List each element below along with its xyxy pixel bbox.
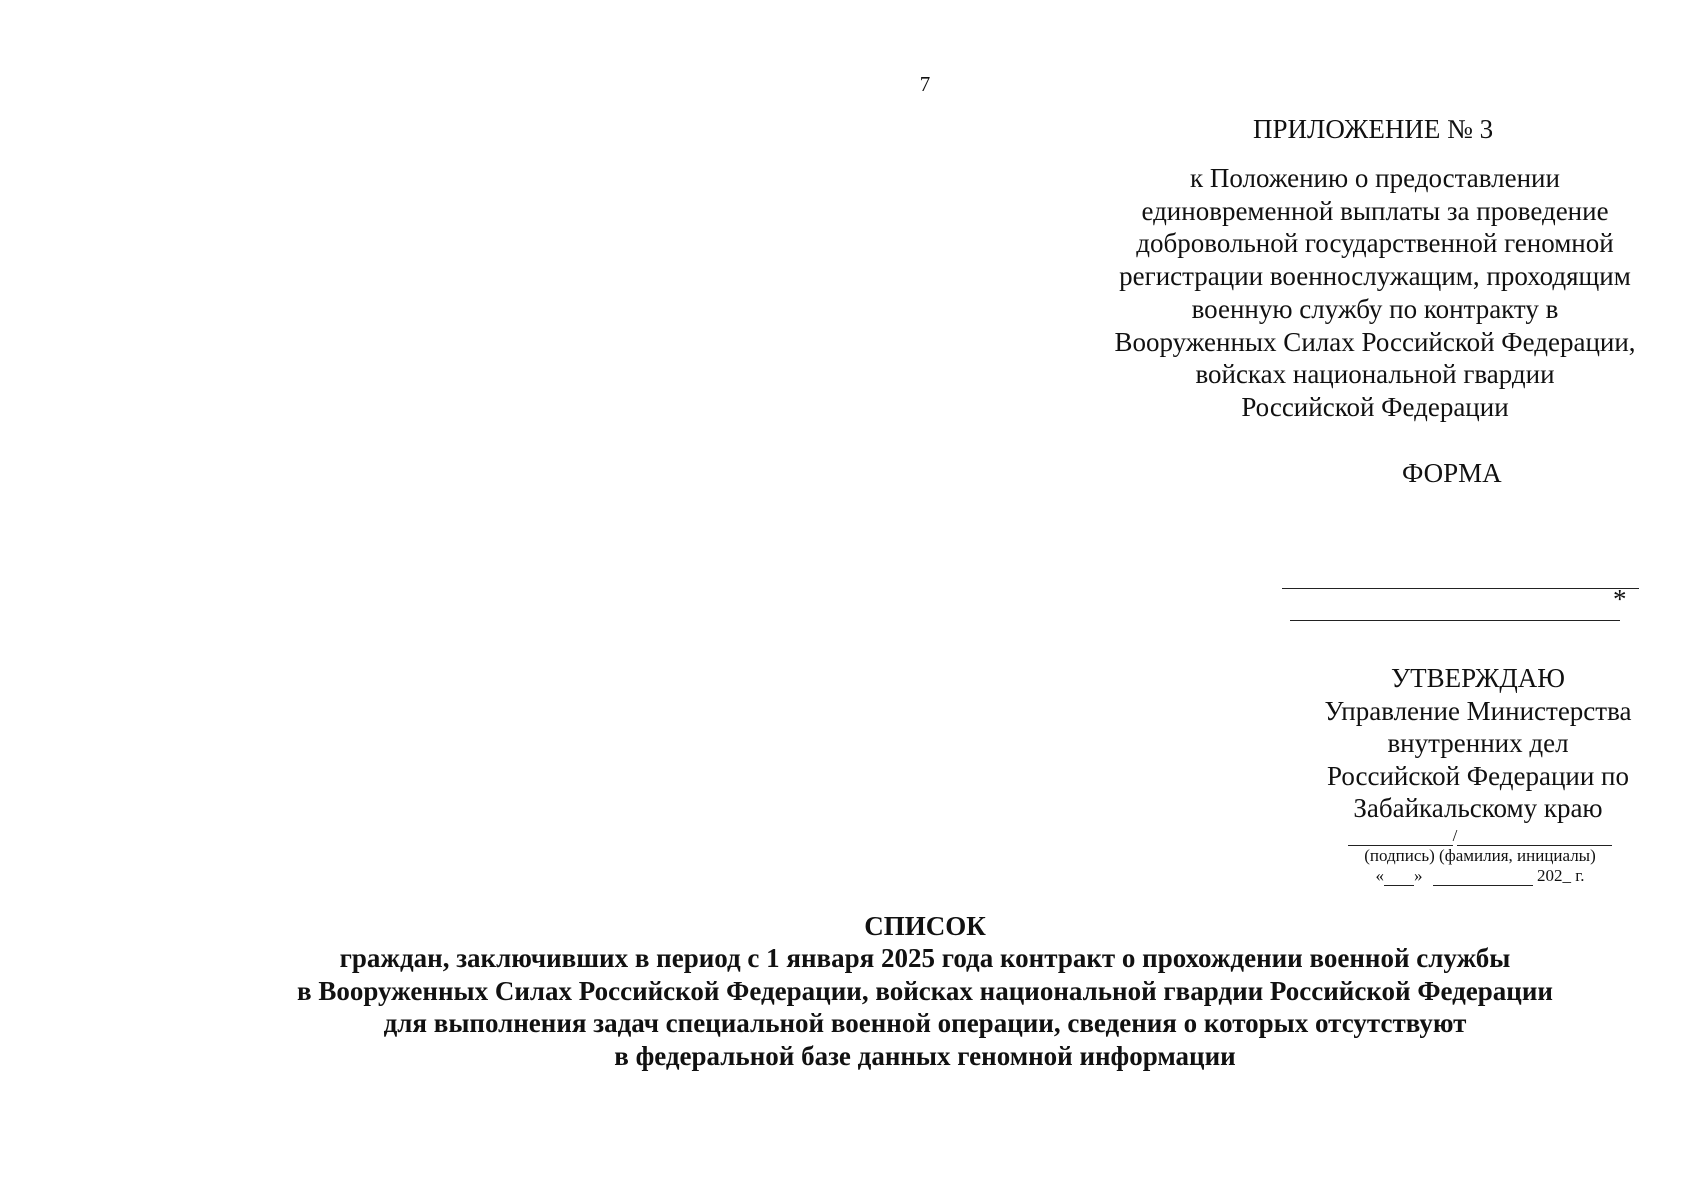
appendix-line: к Положению о предоставлении [1190, 163, 1560, 193]
appendix-line: регистрации военнослужащим, проходящим [1119, 261, 1631, 292]
approval-line: Забайкальскому краю [1353, 793, 1603, 823]
appendix-line: Вооруженных Силах Российской Федерации, [1114, 326, 1636, 357]
appendix-line: войсках национальной гвардии [1195, 359, 1555, 390]
signature-block [1330, 826, 1630, 886]
day-blank [1384, 871, 1414, 886]
month-blank [1433, 871, 1533, 886]
document-title-line: в федеральной базе данных геномной информации [614, 1040, 1236, 1071]
document-title-line: в Вооруженных Силах Российской Федерации, войсках национальной гвардии Российской Федерации [297, 975, 1553, 1006]
name-blank [1457, 831, 1612, 846]
date-open-quote: « [1375, 866, 1384, 885]
appendix-line: Российской Федерации [1241, 391, 1509, 422]
appendix-line: добровольной государственной геномной [1136, 228, 1614, 259]
page-number: 7 [919, 72, 931, 96]
document-title-line: для выполнения задач специальной военной операции, сведения о которых отсутствуют [383, 1008, 1467, 1039]
approval-line: Российской Федерации по [1326, 760, 1630, 791]
addressee-blank-line-1 [1282, 588, 1639, 589]
approval-heading: УТВЕРЖДАЮ [1390, 663, 1566, 693]
document-heading: СПИСОК [864, 911, 986, 941]
appendix-title: ПРИЛОЖЕНИЕ № 3 [1253, 114, 1494, 144]
appendix-line: военную службу по контракту в [1191, 293, 1559, 324]
date-year: 202_ г. [1536, 866, 1585, 885]
signature-caption: (подпись) (фамилия, инициалы) [1364, 846, 1596, 865]
signature-blank [1348, 831, 1453, 846]
form-label: ФОРМА [1402, 458, 1502, 488]
addressee-blank-line-2 [1290, 620, 1620, 621]
document-title-line: граждан, заключивших в период с 1 января 2025 года контракт о прохождении военной службы [339, 943, 1511, 974]
approval-line: внутренних дел [1387, 728, 1569, 758]
appendix-line: единовременной выплаты за проведение [1141, 195, 1609, 226]
appendix-reference [1080, 162, 1670, 424]
footnote-asterisk: * [1613, 584, 1627, 614]
date-close-quote: » [1413, 866, 1423, 885]
approval-line: Управление Министерства [1324, 695, 1632, 726]
date-line [1330, 866, 1630, 886]
approval-block [1278, 662, 1678, 825]
signature-separator: / [1452, 826, 1458, 845]
signature-line [1330, 826, 1630, 846]
document-title [0, 910, 1697, 1072]
